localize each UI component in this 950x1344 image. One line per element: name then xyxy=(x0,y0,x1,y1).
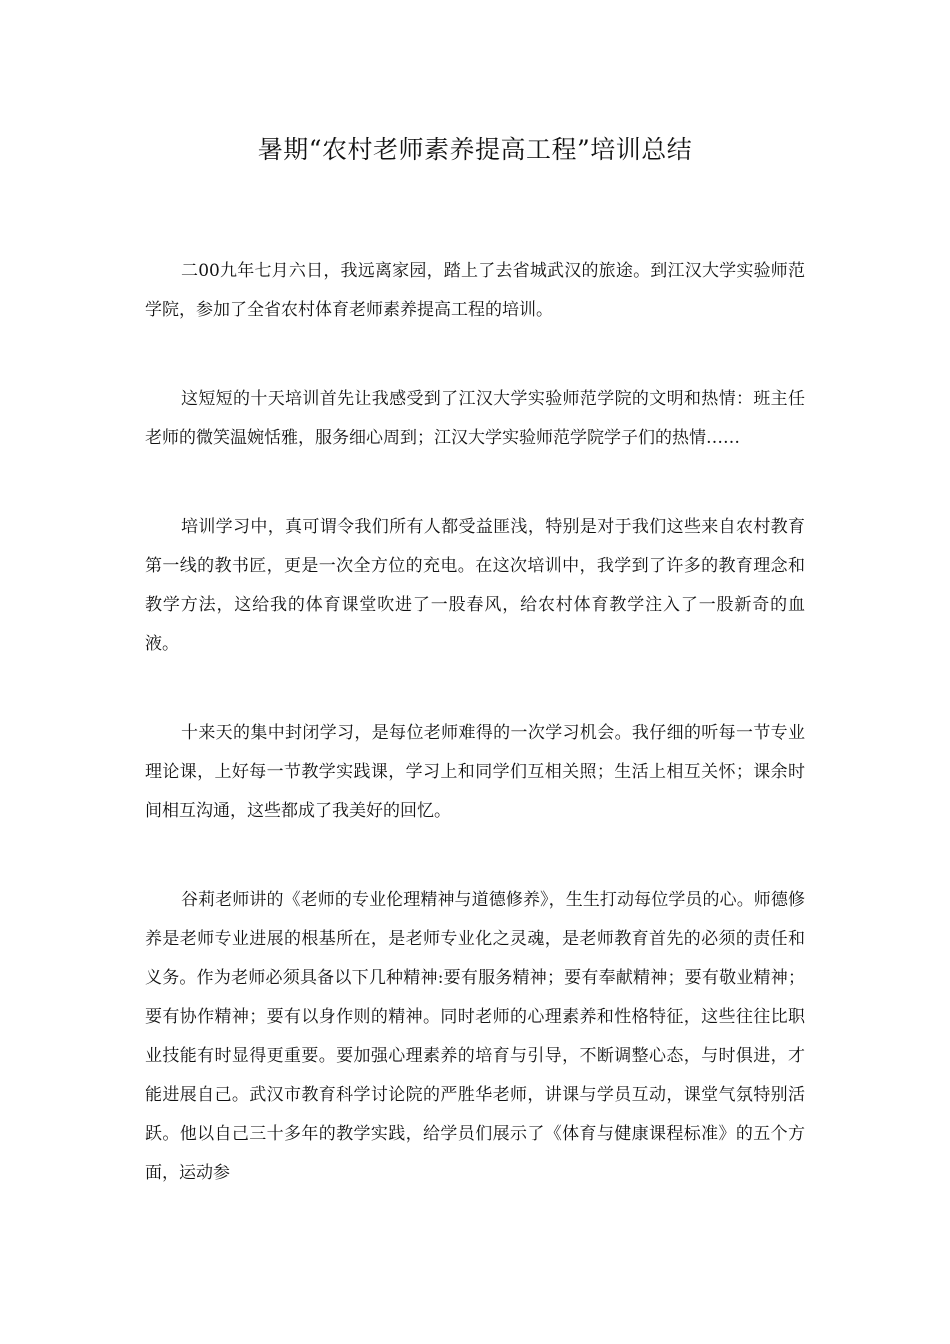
paragraph-2: 这短短的十天培训首先让我感受到了江汉大学实验师范学院的文明和热情：班主任老师的微笑温婉恬雅，服务细心周到；江汉大学实验师范学院学子们的热情…… xyxy=(145,389,805,448)
document-title: 暑期“农村老师素养提高工程”培训总结 xyxy=(257,135,693,164)
paragraph-3: 培训学习中，真可谓令我们所有人都受益匪浅，特别是对于我们这些来自农村教育第一线的教书匠，更是一次全方位的充电。在这次培训中，我学到了许多的教育理念和教学方法，这给我的体育课堂吹进了一股春风，给农村体育教学注入了一股新奇的血液。 xyxy=(145,517,805,654)
document-body xyxy=(145,252,805,1243)
paragraph-4: 十来天的集中封闭学习，是每位老师难得的一次学习机会。我仔细的听每一节专业理论课，上好每一节教学实践课，学习上和同学们互相关照；生活上相互关怀；课余时间相互沟通，这些都成了我美好的回忆。 xyxy=(145,723,805,821)
paragraph-5: 谷莉老师讲的《老师的专业伦理精神与道德修养》，生生打动每位学员的心。师德修养是老师专业进展的根基所在，是老师专业化之灵魂，是老师教育首先的必须的责任和义务。作为老师必须具备以下几种精神:要有服务精神；要有奉献精神；要有敬业精神；要有协作精神；要有以身作则的精神。同时老师的心理素养和性格特征，这些往往比职业技能有时显得更重要。要加强心理素养的培育与引导，不断调整心态，与时俱进，才能进展自己。武汉市教育科学讨论院的严胜华老师，讲课与学员互动，课堂气氛特别活跃。他以自己三十多年的教学实践，给学员们展示了《体育与健康课程标准》的五个方面，运动参 xyxy=(145,890,805,1183)
paragraph-1: 二00九年七月六日，我远离家园，踏上了去省城武汉的旅途。到江汉大学实验师范学院，参加了全省农村体育老师素养提高工程的培训。 xyxy=(145,261,805,320)
